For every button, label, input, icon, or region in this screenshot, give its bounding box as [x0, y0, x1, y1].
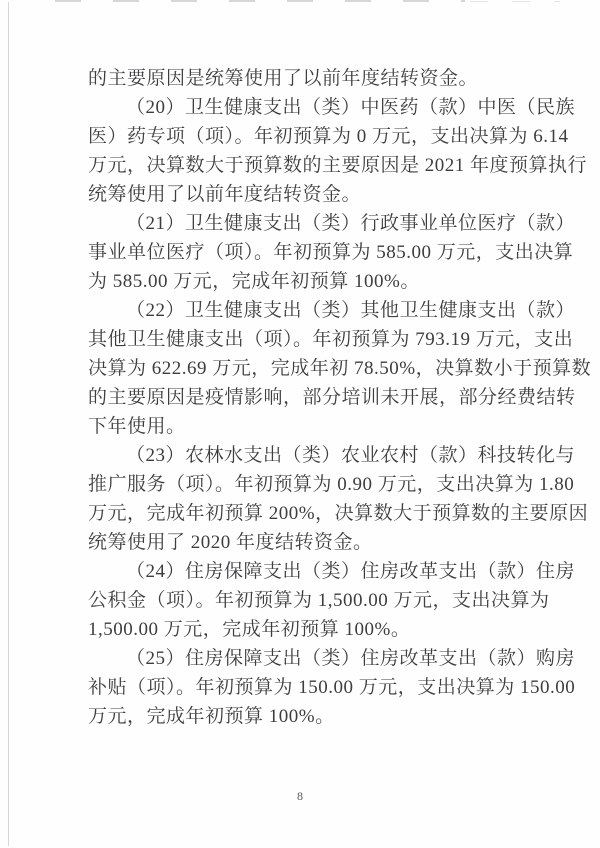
paragraph [88, 557, 576, 644]
text-line: 为 585.00 万元，完成年初预算 100%。 [88, 271, 420, 292]
text-line: 万元，完成年初预算 100%。 [88, 706, 335, 727]
text-line: 公积金（项）。年初预算为 1,500.00 万元，支出决算为 [88, 590, 550, 611]
text-line: 补贴（项）。年初预算为 150.00 万元，支出决算为 150.00 [88, 677, 576, 698]
text-line: 统筹使用了 2020 年度结转资金。 [88, 532, 373, 553]
text-line: （22）卫生健康支出（类）其他卫生健康支出（款） [126, 300, 576, 321]
paragraph [88, 441, 589, 557]
text-line: 万元，决算数大于预算数的主要原因是 2021 年度预算执行 [88, 155, 588, 176]
paragraph [88, 64, 512, 93]
text-line: 的主要原因是疫情影响，部分培训未开展，部分经费结转 [88, 387, 576, 408]
text-line: 1,500.00 万元，完成年初预算 100%。 [88, 619, 411, 640]
text-line: 统筹使用了以前年度结转资金。 [88, 184, 362, 205]
text-line: （25）住房保障支出（类）住房改革支出（款）购房 [126, 648, 576, 669]
text-line: 决算为 622.69 万元，完成年初 78.50%，决算数小于预算数 [88, 358, 592, 379]
text-line: 下年使用。 [88, 416, 186, 437]
text-line: （21）卫生健康支出（类）行政事业单位医疗（款） [126, 213, 576, 234]
text-line: 推广服务（项）。年初预算为 0.90 万元，支出决算为 1.80 [88, 474, 575, 495]
text-line: （24）住房保障支出（类）住房改革支出（款）住房 [126, 561, 576, 582]
page-body-text [88, 64, 592, 731]
scan-artifact-top-right [470, 1, 560, 2]
scan-artifact-top [55, 0, 465, 2]
scan-edge-line [8, 2, 9, 846]
paragraph [88, 296, 592, 441]
paragraph [88, 644, 576, 731]
text-line: 万元，完成年初预算 200%，决算数大于预算数的主要原因 [88, 503, 589, 524]
text-line: 事业单位医疗（项）。年初预算为 585.00 万元，支出决算 [88, 242, 574, 263]
page-number: 8 [297, 789, 303, 803]
text-line: 其他卫生健康支出（项）。年初预算为 793.19 万元，支出 [88, 329, 574, 350]
paragraph [88, 209, 576, 296]
text-line: （20）卫生健康支出（类）中医药（款）中医（民族 [126, 97, 576, 118]
text-line: 医）药专项（项）。年初预算为 0 万元，支出决算为 6.14 [88, 126, 569, 147]
paragraph [88, 93, 588, 209]
text-line: 的主要原因是统筹使用了以前年度结转资金。 [88, 68, 479, 89]
text-line: （23）农林水支出（类）农业农村（款）科技转化与 [126, 445, 576, 466]
